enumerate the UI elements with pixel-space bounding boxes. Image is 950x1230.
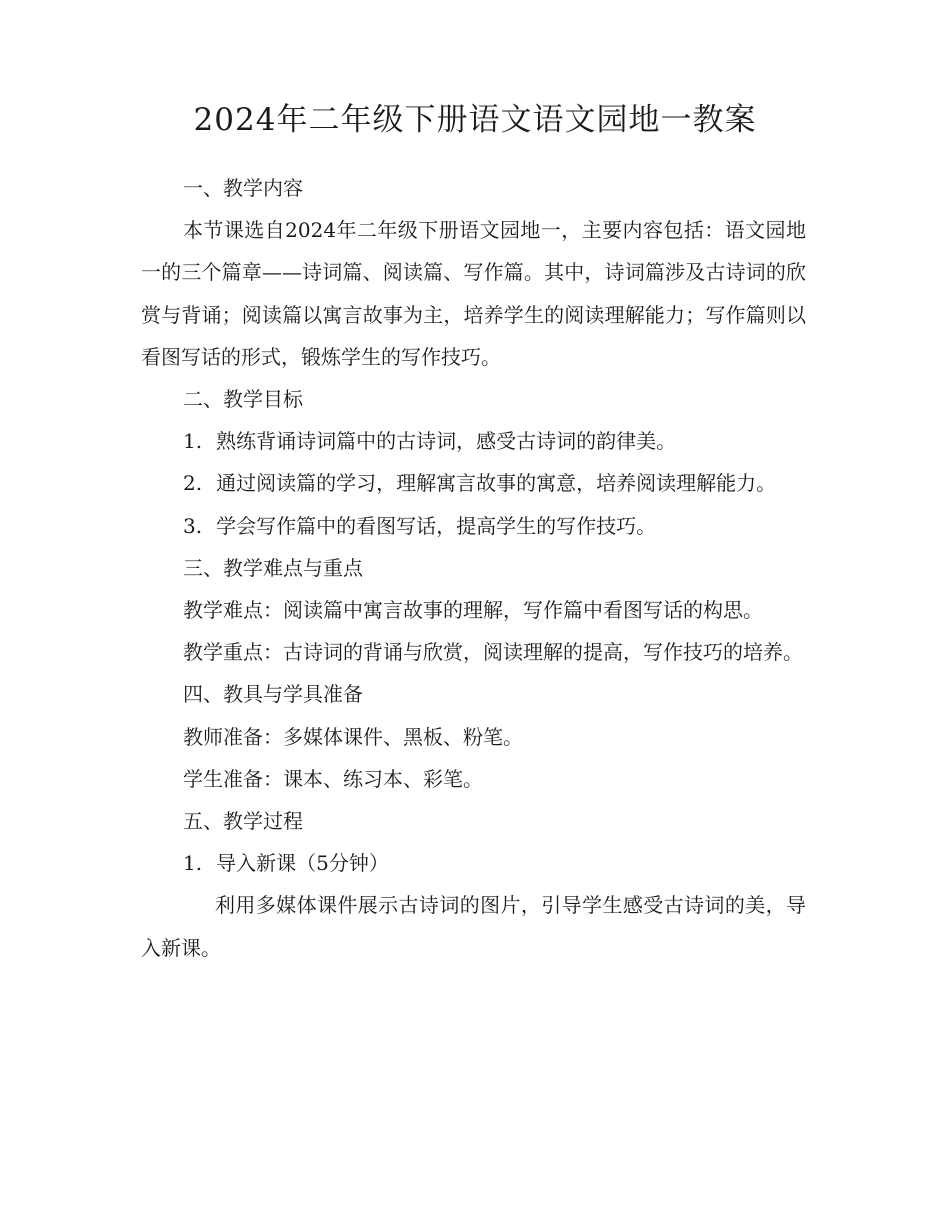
teaching-difficulty-paragraph: 教学难点：阅读篇中寓言故事的理解，写作篇中看图写话的构思。 [183,598,763,623]
section-heading-objectives: 二、教学目标 [183,387,303,412]
section-heading-difficulties: 三、教学难点与重点 [183,555,363,580]
objective-number: 3. [183,513,203,538]
objective-item [141,420,806,462]
process-step-title [141,842,806,884]
process-step-number: 1. [183,851,203,876]
document-body [141,167,806,969]
objective-number: 1. [183,429,203,454]
objective-text: 熟练背诵诗词篇中的古诗词，感受古诗词的韵律美。 [216,429,677,454]
section-heading-process: 五、教学过程 [183,809,303,834]
document-title: 2024年二年级下册语文语文园地一教案 [193,102,757,138]
objective-number: 2. [183,471,203,496]
section-heading-preparation: 四、教具与学具准备 [183,682,363,707]
process-step-body: 利用多媒体课件展示古诗词的图片，引导学生感受古诗词的美，导入新课。 [141,893,806,960]
teacher-preparation: 教师准备：多媒体课件、黑板、粉笔。 [183,724,523,749]
teaching-content-paragraph: 本节课选自2024年二年级下册语文园地一，主要内容包括：语文园地一的三个篇章——诗词篇、阅读篇、写作篇。其中，诗词篇涉及古诗词的欣赏与背诵；阅读篇以寓言故事为主，培养学生的阅读理解能力；写作篇则以看图写话的形式，锻炼学生的写作技巧。 [141,218,806,369]
objective-item [141,462,806,504]
objective-text: 学会写作篇中的看图写话，提高学生的写作技巧。 [216,513,657,538]
section-heading-teaching-content: 一、教学内容 [183,176,303,200]
objective-item [141,505,806,547]
student-preparation: 学生准备：课本、练习本、彩笔。 [183,766,483,791]
teaching-key-points-paragraph: 教学重点：古诗词的背诵与欣赏，阅读理解的提高，写作技巧的培养。 [183,640,803,665]
objective-text: 通过阅读篇的学习，理解寓言故事的寓意，培养阅读理解能力。 [216,471,777,496]
process-step-label: 导入新课（5分钟） [216,851,389,876]
